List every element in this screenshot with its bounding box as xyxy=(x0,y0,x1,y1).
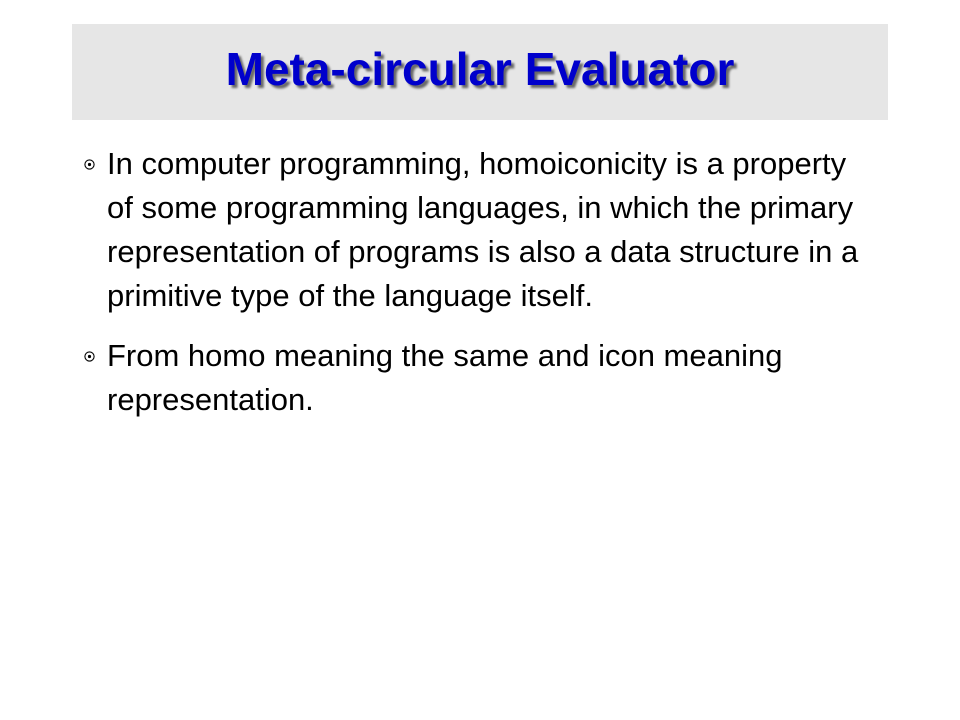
slide-title: Meta-circular Evaluator xyxy=(225,43,735,95)
title-bar xyxy=(72,24,888,120)
bullet-item xyxy=(80,334,880,422)
circle-dot-bullet-icon xyxy=(84,351,95,362)
bullet-item xyxy=(80,142,880,318)
bullet-text: In computer programming, homoiconicity is a property of some programming languages, in which the primary representation of programs is also a data structure in a primitive type of the language itself. xyxy=(107,146,859,313)
bullet-text: From homo meaning the same and icon meaning representation. xyxy=(107,338,783,417)
circle-dot-bullet-icon xyxy=(84,159,95,170)
bullet-list xyxy=(80,142,880,438)
